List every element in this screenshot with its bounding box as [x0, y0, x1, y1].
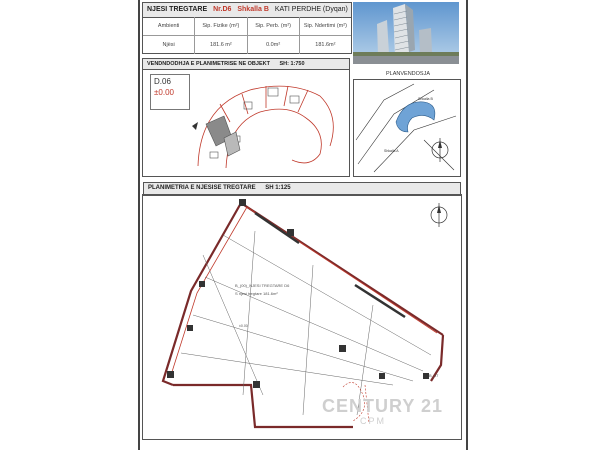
table-header-cell: Sip. Perb. (m²) [248, 17, 300, 35]
north-arrow-icon [431, 203, 447, 227]
site-label-b: Shkalla B [418, 97, 433, 101]
table-cell: 181.6m² [315, 42, 336, 48]
watermark-brand: CENTURY 21 [322, 396, 444, 416]
room-label: B_(00)_NJESI TREGTARE D6 [235, 283, 290, 288]
table-header-row [143, 17, 351, 35]
table-cell: 0.0m² [248, 36, 300, 54]
header-floor: KATI PERDHE (Dyqan) [274, 6, 348, 13]
unit-id: D.06 [154, 77, 171, 86]
unit-header [142, 2, 352, 18]
location-scale: SH: 1:750 [279, 61, 305, 67]
area-label: S njesi tregtare 181.6m² [235, 291, 278, 296]
header-prefix: NJESI TREGTARE [147, 6, 208, 13]
corner-label: B_07 [429, 373, 439, 378]
floor-plan-title: PLANIMETRIA E NJESISE TREGTARE [148, 185, 256, 191]
table-row [143, 35, 351, 54]
table-header-cell: Sip. Ndertimi (m²) [303, 23, 347, 29]
table-cell: 181.6 m² [195, 36, 247, 54]
elevation-label: ±0.00 [239, 324, 248, 328]
header-unit-no: Nr.D6 [213, 6, 232, 13]
area-table [142, 17, 352, 54]
table-cell: Njësi [143, 36, 195, 54]
header-stair: Shkalla B [237, 6, 269, 13]
site-plan-drawing [354, 80, 458, 174]
table-header-cell: Ambienti [143, 17, 195, 35]
site-plan-title: PLANVENDOSJA [385, 71, 430, 77]
location-title: VENDNDODHJA E PLANIMETRISE NE OBJEKT [147, 61, 270, 67]
floor-plan-scale: SH 1:125 [265, 185, 291, 191]
site-label-a: Shkalla A [384, 149, 399, 153]
unit-level: ±0.00 [154, 88, 174, 97]
watermark-sub: CPM [360, 416, 386, 426]
key-plan-drawing [180, 76, 342, 172]
building-render-image [353, 2, 459, 64]
table-header-cell: Sip. Fizike (m²) [195, 17, 247, 35]
